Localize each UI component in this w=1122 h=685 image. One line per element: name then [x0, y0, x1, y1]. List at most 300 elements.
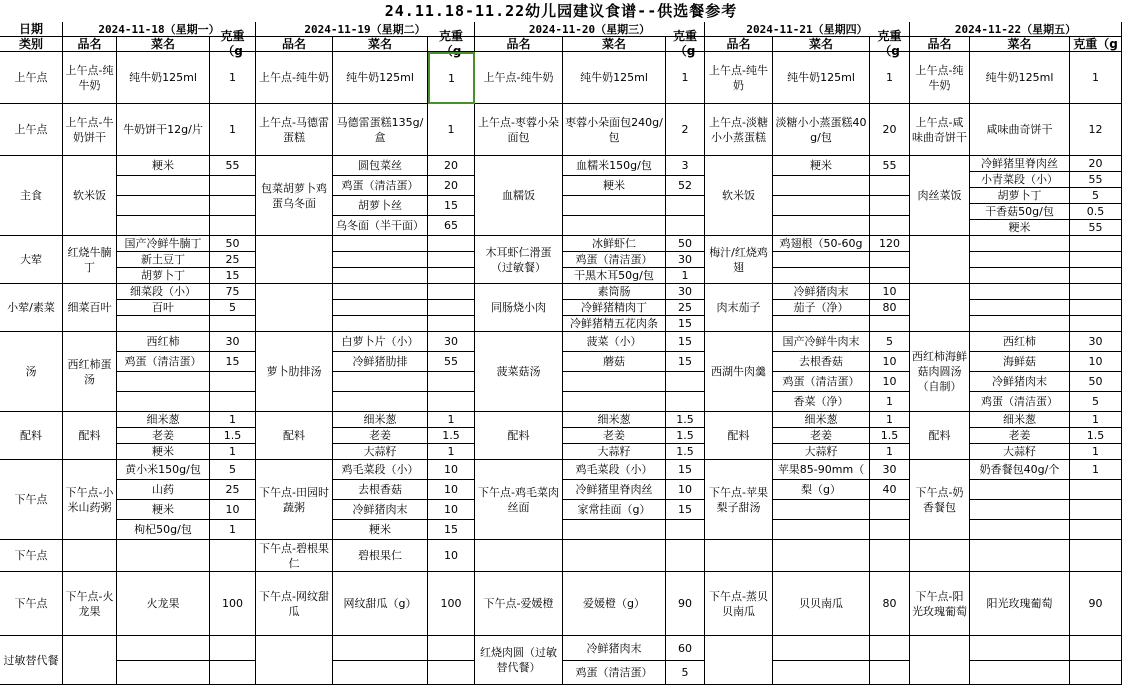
weight-cell[interactable] [428, 372, 475, 392]
weight-cell[interactable]: 10 [428, 500, 475, 520]
dish-name-cell[interactable]: 配料 [475, 412, 563, 460]
ingredient-cell[interactable]: 老姜 [333, 428, 428, 444]
ingredient-cell[interactable]: 冷鲜猪肉末 [333, 500, 428, 520]
meal-category-cell[interactable]: 上午点 [0, 52, 63, 104]
weight-cell[interactable]: 5 [210, 460, 256, 480]
weight-cell[interactable] [210, 540, 256, 572]
ingredient-cell[interactable]: 粳米 [333, 520, 428, 540]
weight-cell[interactable] [428, 284, 475, 300]
ingredient-cell[interactable] [970, 300, 1070, 316]
weight-cell[interactable]: 10 [666, 480, 705, 500]
ingredient-cell[interactable] [563, 372, 666, 392]
weight-cell[interactable] [1070, 540, 1122, 572]
dish-name-cell[interactable]: 上午点-纯牛奶 [705, 52, 773, 104]
meal-category-cell[interactable]: 过敏替代餐 [0, 636, 63, 685]
dish-name-cell[interactable]: 下午点-苹果梨子甜汤 [705, 460, 773, 540]
weight-cell[interactable] [1070, 480, 1122, 500]
meal-category-cell[interactable]: 下午点 [0, 572, 63, 636]
weight-cell[interactable]: 1 [428, 412, 475, 428]
day-date-header[interactable]: 2024-11-19（星期二） [256, 22, 475, 37]
dish-name-cell[interactable]: 下午点-鸡毛菜肉丝面 [475, 460, 563, 540]
ingredient-cell[interactable]: 血糯米150g/包 [563, 156, 666, 176]
ingredient-cell[interactable] [773, 316, 870, 332]
ingredient-cell[interactable] [117, 196, 210, 216]
dish-name-cell[interactable]: 下午点-碧根果仁 [256, 540, 333, 572]
category-label-cell[interactable]: 类别 [0, 37, 63, 52]
ingredient-cell[interactable] [970, 316, 1070, 332]
ingredient-cell[interactable]: 冷鲜猪里脊肉丝 [970, 156, 1070, 172]
weight-cell[interactable]: 30 [210, 332, 256, 352]
ingredient-cell[interactable]: 鸡蛋（清洁蛋） [563, 252, 666, 268]
ingredient-cell[interactable] [117, 176, 210, 196]
ingredient-cell[interactable]: 粳米 [117, 444, 210, 460]
weight-cell[interactable]: 55 [870, 156, 910, 176]
ingredient-cell[interactable]: 细米葱 [970, 412, 1070, 428]
ingredient-cell[interactable] [970, 540, 1070, 572]
weight-cell[interactable]: 1 [210, 52, 256, 104]
dish-name-cell[interactable]: 西红柿蛋汤 [63, 332, 117, 412]
ingredient-cell[interactable] [563, 216, 666, 236]
weight-cell[interactable] [666, 216, 705, 236]
ingredient-cell[interactable]: 细菜段（小） [117, 284, 210, 300]
ingredient-cell[interactable]: 冷鲜猪肉末 [563, 636, 666, 661]
weight-cell[interactable]: 65 [428, 216, 475, 236]
weight-cell[interactable] [666, 540, 705, 572]
weight-cell[interactable] [1070, 252, 1122, 268]
weight-cell[interactable] [1070, 268, 1122, 284]
ingredient-cell[interactable] [970, 520, 1070, 540]
ingredient-cell[interactable]: 大蒜籽 [773, 444, 870, 460]
ingredient-cell[interactable]: 鸡蛋（清洁蛋） [773, 372, 870, 392]
weight-cell[interactable]: 1 [210, 104, 256, 156]
weight-cell[interactable]: 40 [870, 480, 910, 500]
ingredient-cell[interactable]: 胡萝卜丁 [970, 188, 1070, 204]
ingredient-cell[interactable] [117, 216, 210, 236]
weight-cell[interactable]: 2 [666, 104, 705, 156]
weight-cell[interactable] [210, 372, 256, 392]
weight-cell[interactable] [428, 316, 475, 332]
weight-cell[interactable] [210, 316, 256, 332]
dish-name-cell[interactable] [910, 284, 970, 332]
ingredient-cell[interactable]: 冷鲜猪精肉丁 [563, 300, 666, 316]
item-name-header[interactable]: 菜名 [773, 37, 870, 52]
ingredient-cell[interactable]: 老姜 [117, 428, 210, 444]
ingredient-cell[interactable] [970, 236, 1070, 252]
weight-cell[interactable]: 55 [210, 156, 256, 176]
dish-name-cell[interactable]: 血糯饭 [475, 156, 563, 236]
weight-cell[interactable] [428, 661, 475, 685]
ingredient-cell[interactable]: 纯牛奶125ml [970, 52, 1070, 104]
ingredient-cell[interactable]: 粳米 [117, 156, 210, 176]
ingredient-cell[interactable] [970, 636, 1070, 661]
ingredient-cell[interactable] [117, 372, 210, 392]
ingredient-cell[interactable]: 国产冷鲜牛腩丁 [117, 236, 210, 252]
dish-name-header[interactable]: 品名 [910, 37, 970, 52]
ingredient-cell[interactable]: 鸡毛菜段（小） [333, 460, 428, 480]
weight-cell[interactable]: 10 [870, 372, 910, 392]
dish-name-cell[interactable] [256, 284, 333, 332]
dish-name-cell[interactable]: 上午点-纯牛奶 [475, 52, 563, 104]
weight-cell[interactable] [1070, 236, 1122, 252]
weight-cell[interactable]: 55 [1070, 172, 1122, 188]
dish-name-cell[interactable]: 下午点-蒸贝贝南瓜 [705, 572, 773, 636]
weight-cell[interactable]: 20 [428, 156, 475, 176]
ingredient-cell[interactable]: 西红柿 [970, 332, 1070, 352]
ingredient-cell[interactable]: 鸡毛菜段（小） [563, 460, 666, 480]
ingredient-cell[interactable]: 干香菇50g/包 [970, 204, 1070, 220]
ingredient-cell[interactable] [773, 540, 870, 572]
dish-name-header[interactable]: 品名 [705, 37, 773, 52]
weight-cell[interactable]: 1 [210, 520, 256, 540]
weight-cell[interactable]: 3 [666, 156, 705, 176]
weight-cell[interactable] [1070, 520, 1122, 540]
dish-name-cell[interactable]: 西红柿海鲜菇肉圆汤（自制） [910, 332, 970, 412]
weight-cell[interactable]: 15 [210, 268, 256, 284]
weight-cell[interactable]: 1.5 [210, 428, 256, 444]
ingredient-cell[interactable] [773, 661, 870, 685]
ingredient-cell[interactable]: 纯牛奶125ml [773, 52, 870, 104]
weight-cell[interactable] [210, 392, 256, 412]
ingredient-cell[interactable] [333, 661, 428, 685]
weight-header[interactable]: 克重（g [870, 37, 910, 52]
ingredient-cell[interactable] [563, 540, 666, 572]
weight-cell[interactable]: 15 [666, 500, 705, 520]
weight-cell[interactable]: 30 [666, 284, 705, 300]
ingredient-cell[interactable]: 茄子（净） [773, 300, 870, 316]
weight-cell[interactable] [870, 216, 910, 236]
weight-cell[interactable]: 50 [1070, 372, 1122, 392]
meal-category-cell[interactable]: 汤 [0, 332, 63, 412]
weight-cell[interactable]: 1 [666, 268, 705, 284]
meal-category-cell[interactable]: 大荤 [0, 236, 63, 284]
weight-cell[interactable]: 15 [428, 520, 475, 540]
weight-cell[interactable] [1070, 300, 1122, 316]
weight-cell[interactable]: 15 [666, 460, 705, 480]
dish-name-cell[interactable]: 梅汁/红烧鸡翅 [705, 236, 773, 284]
dish-name-cell[interactable] [256, 636, 333, 685]
ingredient-cell[interactable]: 网纹甜瓜（g） [333, 572, 428, 636]
weight-cell[interactable]: 10 [1070, 352, 1122, 372]
ingredient-cell[interactable]: 素筒肠 [563, 284, 666, 300]
ingredient-cell[interactable]: 海鲜菇 [970, 352, 1070, 372]
weight-cell[interactable] [1070, 661, 1122, 685]
weight-cell[interactable]: 15 [428, 196, 475, 216]
weight-cell[interactable]: 1.5 [666, 412, 705, 428]
weight-cell[interactable] [666, 392, 705, 412]
ingredient-cell[interactable]: 粳米 [773, 156, 870, 176]
ingredient-cell[interactable] [117, 636, 210, 661]
ingredient-cell[interactable]: 百叶 [117, 300, 210, 316]
weight-cell[interactable]: 1 [1070, 444, 1122, 460]
weight-cell[interactable] [1070, 636, 1122, 661]
ingredient-cell[interactable] [970, 252, 1070, 268]
weight-cell[interactable]: 30 [666, 252, 705, 268]
dish-name-cell[interactable]: 木耳虾仁滑蛋（过敏餐） [475, 236, 563, 284]
dish-name-cell[interactable]: 肉丝菜饭 [910, 156, 970, 236]
weight-cell[interactable]: 10 [428, 480, 475, 500]
weight-cell[interactable] [428, 300, 475, 316]
weight-cell[interactable]: 20 [428, 176, 475, 196]
dish-name-cell[interactable]: 配料 [705, 412, 773, 460]
ingredient-cell[interactable]: 黄小米150g/包 [117, 460, 210, 480]
weight-cell[interactable]: 1 [870, 392, 910, 412]
ingredient-cell[interactable] [333, 392, 428, 412]
dish-name-cell[interactable]: 西湖牛肉羹 [705, 332, 773, 412]
weight-cell[interactable] [870, 252, 910, 268]
ingredient-cell[interactable]: 大蒜籽 [970, 444, 1070, 460]
dish-name-cell[interactable]: 配料 [63, 412, 117, 460]
ingredient-cell[interactable]: 贝贝南瓜 [773, 572, 870, 636]
weight-cell[interactable]: 5 [210, 300, 256, 316]
weight-header[interactable]: 克重（g [666, 37, 705, 52]
ingredient-cell[interactable]: 苹果85-90mm（ [773, 460, 870, 480]
weight-cell[interactable]: 5 [1070, 188, 1122, 204]
dish-name-cell[interactable]: 同肠烧小肉 [475, 284, 563, 332]
ingredient-cell[interactable] [333, 300, 428, 316]
ingredient-cell[interactable]: 小青菜段（小） [970, 172, 1070, 188]
ingredient-cell[interactable] [333, 316, 428, 332]
weight-cell[interactable] [870, 176, 910, 196]
ingredient-cell[interactable] [117, 540, 210, 572]
ingredient-cell[interactable]: 鸡蛋（清洁蛋） [117, 352, 210, 372]
dish-name-cell[interactable]: 上午点-纯牛奶 [256, 52, 333, 104]
dish-name-cell[interactable]: 包菜胡萝卜鸡蛋乌冬面 [256, 156, 333, 236]
dish-name-cell[interactable]: 上午点-咸味曲奇饼干 [910, 104, 970, 156]
ingredient-cell[interactable]: 细米葱 [117, 412, 210, 428]
ingredient-cell[interactable] [333, 268, 428, 284]
weight-cell[interactable]: 1 [1070, 460, 1122, 480]
dish-name-cell[interactable] [475, 540, 563, 572]
ingredient-cell[interactable] [117, 316, 210, 332]
ingredient-cell[interactable]: 白萝卜片（小） [333, 332, 428, 352]
weight-cell[interactable] [1070, 316, 1122, 332]
ingredient-cell[interactable]: 碧根果仁 [333, 540, 428, 572]
meal-category-cell[interactable]: 小荤/素菜 [0, 284, 63, 332]
ingredient-cell[interactable] [117, 392, 210, 412]
ingredient-cell[interactable]: 纯牛奶125ml [563, 52, 666, 104]
ingredient-cell[interactable]: 细米葱 [333, 412, 428, 428]
ingredient-cell[interactable] [563, 392, 666, 412]
ingredient-cell[interactable] [333, 636, 428, 661]
dish-name-cell[interactable]: 上午点-枣蓉小朵面包 [475, 104, 563, 156]
ingredient-cell[interactable]: 细米葱 [773, 412, 870, 428]
dish-name-cell[interactable]: 上午点-牛奶饼干 [63, 104, 117, 156]
weight-cell[interactable] [210, 216, 256, 236]
ingredient-cell[interactable]: 牛奶饼干12g/片 [117, 104, 210, 156]
weight-cell[interactable]: 15 [210, 352, 256, 372]
weight-cell[interactable]: 1 [428, 52, 475, 104]
ingredient-cell[interactable]: 细米葱 [563, 412, 666, 428]
ingredient-cell[interactable] [333, 284, 428, 300]
weight-cell[interactable]: 1 [210, 444, 256, 460]
ingredient-cell[interactable]: 家常挂面（g） [563, 500, 666, 520]
dish-name-header[interactable]: 品名 [475, 37, 563, 52]
ingredient-cell[interactable] [333, 372, 428, 392]
weight-cell[interactable] [666, 520, 705, 540]
dish-name-cell[interactable] [910, 636, 970, 685]
dish-name-cell[interactable]: 上午点-马德雷蛋糕 [256, 104, 333, 156]
weight-cell[interactable]: 25 [666, 300, 705, 316]
ingredient-cell[interactable] [117, 661, 210, 685]
ingredient-cell[interactable]: 纯牛奶125ml [117, 52, 210, 104]
ingredient-cell[interactable] [773, 216, 870, 236]
ingredient-cell[interactable] [970, 268, 1070, 284]
weight-cell[interactable]: 50 [210, 236, 256, 252]
dish-name-cell[interactable] [63, 540, 117, 572]
dish-name-cell[interactable] [63, 636, 117, 685]
weight-cell[interactable]: 90 [666, 572, 705, 636]
ingredient-cell[interactable] [970, 661, 1070, 685]
weight-cell[interactable] [870, 316, 910, 332]
ingredient-cell[interactable]: 菠菜（小） [563, 332, 666, 352]
ingredient-cell[interactable]: 奶香餐包40g/个 [970, 460, 1070, 480]
weight-cell[interactable]: 5 [870, 332, 910, 352]
day-date-header[interactable]: 2024-11-18（星期一） [63, 22, 256, 37]
weight-cell[interactable]: 15 [666, 316, 705, 332]
ingredient-cell[interactable]: 国产冷鲜牛肉末 [773, 332, 870, 352]
ingredient-cell[interactable]: 冷鲜猪精五花肉条 [563, 316, 666, 332]
dish-name-cell[interactable]: 上午点-纯牛奶 [63, 52, 117, 104]
weight-cell[interactable] [870, 500, 910, 520]
dish-name-cell[interactable] [256, 236, 333, 284]
weight-header[interactable]: 克重（g [1070, 37, 1122, 52]
weight-cell[interactable]: 30 [1070, 332, 1122, 352]
ingredient-cell[interactable]: 火龙果 [117, 572, 210, 636]
ingredient-cell[interactable]: 冷鲜猪里脊肉丝 [563, 480, 666, 500]
dish-name-cell[interactable] [910, 236, 970, 284]
weight-cell[interactable]: 75 [210, 284, 256, 300]
weight-cell[interactable] [428, 636, 475, 661]
weight-cell[interactable]: 25 [210, 480, 256, 500]
dish-name-cell[interactable]: 上午点-纯牛奶 [910, 52, 970, 104]
dish-name-cell[interactable] [705, 636, 773, 685]
dish-name-cell[interactable]: 红烧牛腩丁 [63, 236, 117, 284]
ingredient-cell[interactable] [333, 252, 428, 268]
dish-name-cell[interactable]: 下午点-小米山药粥 [63, 460, 117, 540]
ingredient-cell[interactable] [970, 500, 1070, 520]
ingredient-cell[interactable]: 爱媛橙（g） [563, 572, 666, 636]
weight-cell[interactable] [210, 196, 256, 216]
dish-name-cell[interactable]: 细菜百叶 [63, 284, 117, 332]
ingredient-cell[interactable]: 圆包菜丝 [333, 156, 428, 176]
weight-cell[interactable]: 15 [666, 332, 705, 352]
ingredient-cell[interactable]: 老姜 [970, 428, 1070, 444]
ingredient-cell[interactable]: 阳光玫瑰葡萄 [970, 572, 1070, 636]
weight-cell[interactable] [666, 372, 705, 392]
weight-cell[interactable]: 50 [666, 236, 705, 252]
weight-cell[interactable]: 80 [870, 300, 910, 316]
weight-cell[interactable] [428, 252, 475, 268]
weight-cell[interactable] [428, 268, 475, 284]
ingredient-cell[interactable] [333, 236, 428, 252]
ingredient-cell[interactable]: 鸡蛋（清洁蛋） [333, 176, 428, 196]
weight-cell[interactable]: 10 [210, 500, 256, 520]
meal-category-cell[interactable]: 主食 [0, 156, 63, 236]
ingredient-cell[interactable]: 蘑菇 [563, 352, 666, 372]
weight-cell[interactable]: 10 [870, 352, 910, 372]
item-name-header[interactable]: 菜名 [970, 37, 1070, 52]
ingredient-cell[interactable]: 去根香菇 [333, 480, 428, 500]
dish-name-cell[interactable]: 红烧肉圆（过敏替代餐） [475, 636, 563, 685]
ingredient-cell[interactable]: 鸡蛋（清洁蛋） [970, 392, 1070, 412]
weight-cell[interactable]: 60 [666, 636, 705, 661]
dish-name-cell[interactable]: 软米饭 [705, 156, 773, 236]
weight-cell[interactable]: 10 [428, 460, 475, 480]
weight-cell[interactable]: 100 [428, 572, 475, 636]
weight-cell[interactable]: 30 [870, 460, 910, 480]
weight-cell[interactable]: 0.5 [1070, 204, 1122, 220]
weight-cell[interactable]: 5 [666, 661, 705, 685]
weight-cell[interactable] [428, 236, 475, 252]
ingredient-cell[interactable]: 淡糖小小蒸蛋糕40g/包 [773, 104, 870, 156]
weight-cell[interactable]: 10 [428, 540, 475, 572]
weight-cell[interactable]: 1.5 [870, 428, 910, 444]
dish-name-header[interactable]: 品名 [63, 37, 117, 52]
meal-category-cell[interactable]: 配料 [0, 412, 63, 460]
weight-cell[interactable]: 1.5 [1070, 428, 1122, 444]
ingredient-cell[interactable]: 香菜（净） [773, 392, 870, 412]
ingredient-cell[interactable]: 枸杞50g/包 [117, 520, 210, 540]
weight-cell[interactable]: 52 [666, 176, 705, 196]
dish-name-cell[interactable]: 下午点-阳光玫瑰葡萄 [910, 572, 970, 636]
weight-cell[interactable]: 1 [666, 52, 705, 104]
ingredient-cell[interactable] [970, 480, 1070, 500]
day-date-header[interactable]: 2024-11-21（星期四） [705, 22, 910, 37]
date-label-cell[interactable]: 日期 [0, 22, 63, 37]
ingredient-cell[interactable]: 鸡蛋（清洁蛋） [563, 661, 666, 685]
ingredient-cell[interactable]: 粳米 [563, 176, 666, 196]
ingredient-cell[interactable] [563, 520, 666, 540]
ingredient-cell[interactable]: 干黑木耳50g/包 [563, 268, 666, 284]
ingredient-cell[interactable]: 枣蓉小朵面包240g/包 [563, 104, 666, 156]
weight-cell[interactable]: 1.5 [666, 444, 705, 460]
ingredient-cell[interactable] [970, 284, 1070, 300]
weight-cell[interactable]: 1 [428, 444, 475, 460]
weight-cell[interactable] [870, 196, 910, 216]
dish-name-cell[interactable]: 下午点-网纹甜瓜 [256, 572, 333, 636]
ingredient-cell[interactable]: 粳米 [970, 220, 1070, 236]
dish-name-cell[interactable]: 下午点-火龙果 [63, 572, 117, 636]
ingredient-cell[interactable]: 冷鲜猪肋排 [333, 352, 428, 372]
ingredient-cell[interactable]: 大蒜籽 [333, 444, 428, 460]
weight-cell[interactable]: 12 [1070, 104, 1122, 156]
weight-cell[interactable]: 30 [428, 332, 475, 352]
weight-cell[interactable] [428, 392, 475, 412]
weight-header[interactable]: 克重（g [428, 37, 475, 52]
ingredient-cell[interactable]: 冷鲜猪肉末 [773, 284, 870, 300]
weight-cell[interactable]: 15 [666, 352, 705, 372]
weight-cell[interactable] [1070, 284, 1122, 300]
weight-cell[interactable] [870, 540, 910, 572]
item-name-header[interactable]: 菜名 [563, 37, 666, 52]
dish-name-cell[interactable] [705, 540, 773, 572]
dish-name-cell[interactable]: 肉末茄子 [705, 284, 773, 332]
item-name-header[interactable]: 菜名 [117, 37, 210, 52]
ingredient-cell[interactable]: 胡萝卜丁 [117, 268, 210, 284]
weight-cell[interactable]: 1 [1070, 52, 1122, 104]
day-date-header[interactable]: 2024-11-22（星期五） [910, 22, 1122, 37]
dish-name-cell[interactable]: 配料 [256, 412, 333, 460]
weight-cell[interactable]: 100 [210, 572, 256, 636]
ingredient-cell[interactable]: 乌冬面（半干面） [333, 216, 428, 236]
ingredient-cell[interactable]: 山药 [117, 480, 210, 500]
weight-cell[interactable]: 1 [210, 412, 256, 428]
ingredient-cell[interactable]: 粳米 [117, 500, 210, 520]
weight-cell[interactable] [210, 661, 256, 685]
ingredient-cell[interactable]: 去根香菇 [773, 352, 870, 372]
weight-cell[interactable]: 90 [1070, 572, 1122, 636]
weight-header[interactable]: 克重（g [210, 37, 256, 52]
